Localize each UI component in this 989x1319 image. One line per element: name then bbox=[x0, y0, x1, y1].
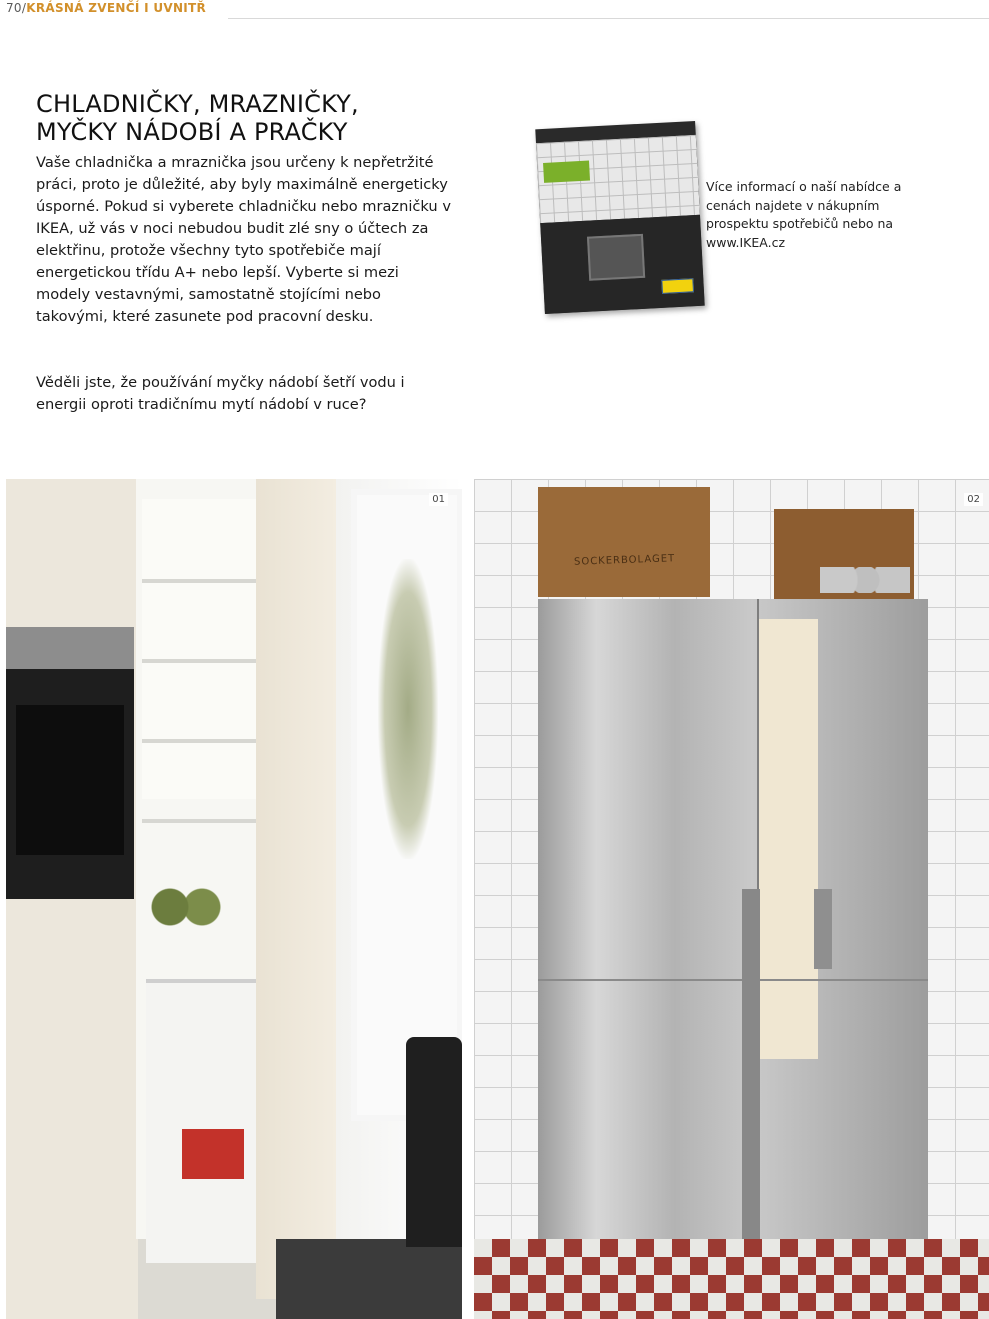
page-title-line-2: MYČKY NÁDOBÍ A PRAČKY bbox=[36, 118, 348, 146]
page-number: 70/ bbox=[6, 1, 27, 15]
page-title bbox=[36, 90, 359, 146]
fridge-shelf bbox=[142, 739, 270, 743]
vegetables bbox=[146, 887, 226, 927]
photo-built-in-fridge bbox=[6, 479, 462, 1319]
food-box bbox=[182, 1129, 244, 1179]
basket bbox=[406, 1037, 462, 1247]
fridge-open-interior bbox=[758, 619, 818, 1059]
kitchen-cabinet bbox=[6, 479, 138, 1319]
wooden-crate bbox=[538, 487, 710, 597]
page-title-line-1: CHLADNIČKY, MRAZNIČKY, bbox=[36, 90, 359, 118]
page-header bbox=[6, 1, 206, 15]
plant bbox=[378, 559, 438, 859]
section-title: KRÁSNÁ ZVENČÍ I UVNITŘ bbox=[26, 1, 207, 15]
fridge-interior bbox=[142, 499, 270, 799]
fridge-shelf bbox=[142, 659, 270, 663]
crate-lettering: SOCKERBOLAGET bbox=[573, 553, 676, 568]
door-handle bbox=[814, 889, 832, 969]
brochure-image bbox=[535, 121, 704, 314]
oven-control-panel bbox=[6, 627, 134, 669]
header-divider bbox=[228, 18, 989, 19]
oven-window bbox=[16, 705, 124, 855]
fridge-shelf bbox=[142, 579, 270, 583]
ikea-logo bbox=[661, 278, 694, 294]
stainless-fridge bbox=[538, 599, 928, 1309]
door-seam-horizontal bbox=[538, 979, 928, 981]
photo-number-badge: 02 bbox=[964, 493, 983, 506]
brochure-green-label bbox=[543, 161, 590, 183]
photo-side-by-side-fridge bbox=[474, 479, 989, 1319]
brochure-oven bbox=[587, 234, 645, 281]
body-paragraph: Vaše chladnička a mraznička jsou určeny k nepřetržité práci, proto je důležité, aby byly maximálně energeticky úsporné. Pokud si vyberete chladničku nebo mrazničku v IKEA, už vás v noci nebudou budit zlé sny o účtech za elektřinu, protože všechny tyto spotřebiče mají energetickou třídu A+ nebo lepší. Vyberte si mezi modely vestavnými, samostatně stojícími nebo takovými, které zasunete pod pracovní desku. bbox=[36, 154, 451, 325]
photo-number-badge: 01 bbox=[429, 493, 448, 506]
fridge-door bbox=[256, 479, 336, 1299]
jars bbox=[820, 567, 910, 593]
floor bbox=[276, 1239, 462, 1319]
fridge-shelf bbox=[142, 819, 270, 823]
brochure-cover bbox=[535, 121, 704, 314]
sidebar-note: Více informací o naší nabídce a cenách najdete v nákupním prospektu spotřebičů nebo na www.IKEA.cz bbox=[706, 179, 902, 250]
tip-paragraph: Věděli jste, že používání myčky nádobí šetří vodu i energii oproti tradičnímu mytí nádobí v ruce? bbox=[36, 374, 405, 413]
checkered-floor bbox=[474, 1239, 989, 1319]
freezer-compartment bbox=[146, 979, 274, 1263]
